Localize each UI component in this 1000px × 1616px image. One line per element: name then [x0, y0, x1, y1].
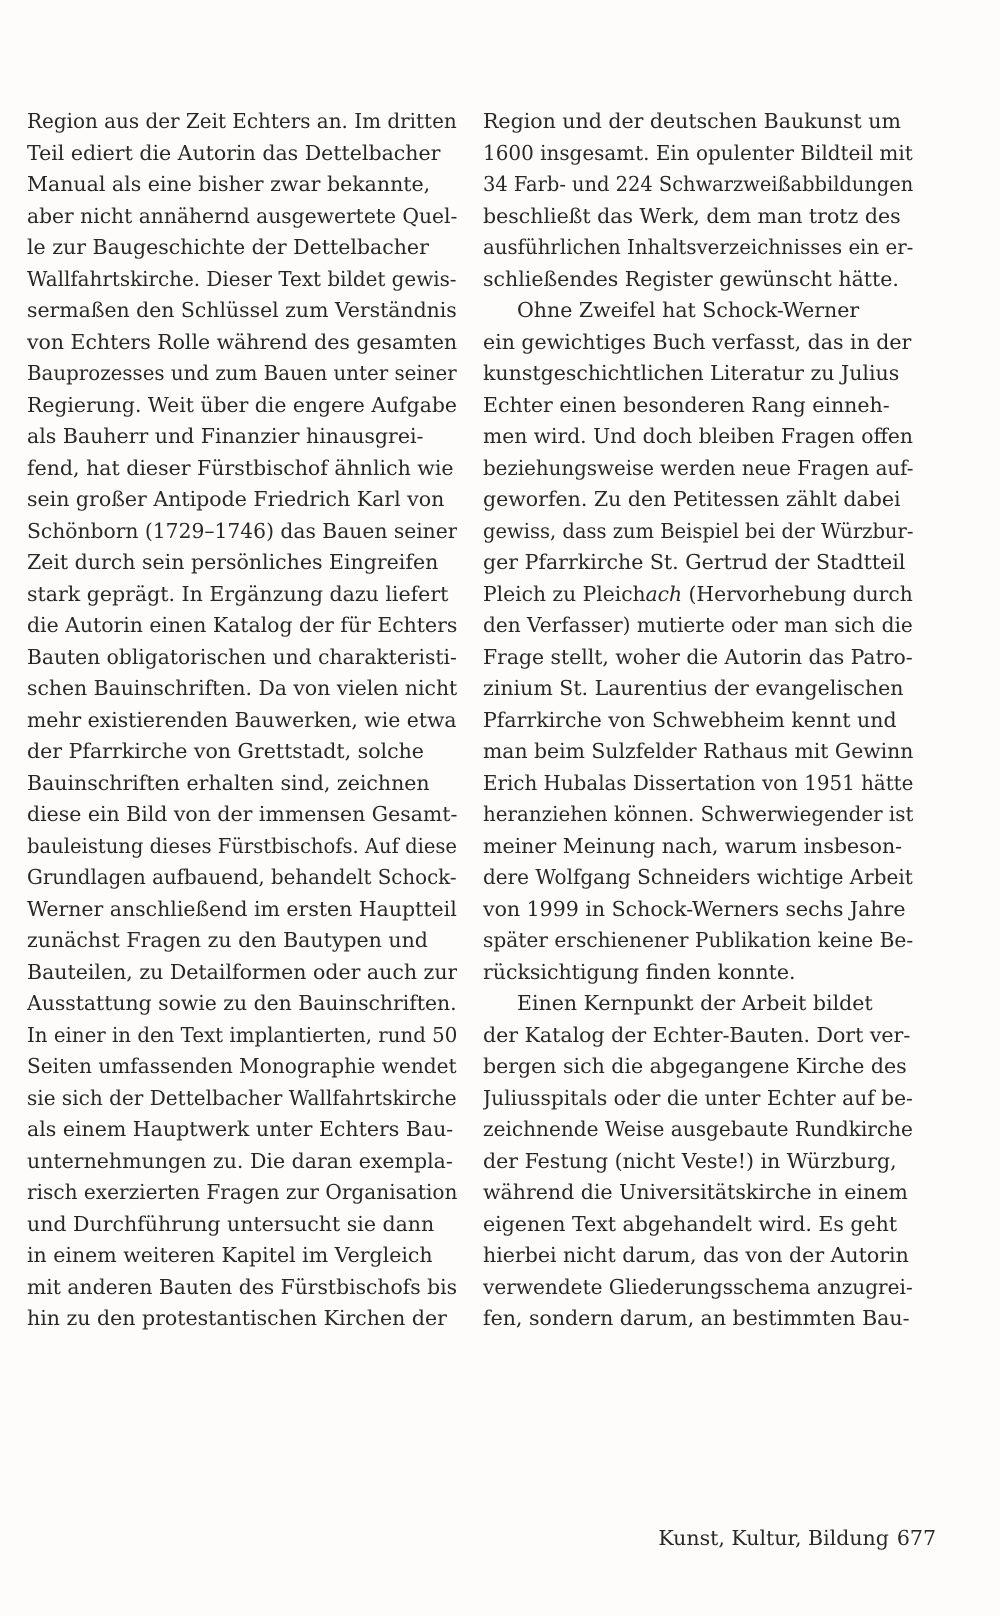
- text-line: zunächst Fragen zu den Bautypen und: [27, 928, 428, 952]
- text-line: men wird. Und doch bleiben Fragen offen: [483, 424, 913, 448]
- text-line: man beim Sulzfelder Rathaus mit Gewinn: [483, 739, 913, 763]
- text-line: Einen Kernpunkt der Arbeit bildet: [517, 991, 873, 1015]
- text-line: hierbei nicht darum, das von der Autorin: [483, 1243, 909, 1267]
- text-line: heranziehen können. Schwerwiegender ist: [483, 802, 913, 826]
- text-line: fend, hat dieser Fürstbischof ähnlich wie: [27, 455, 454, 480]
- text-line: sermaßen den Schlüssel zum Verständnis: [27, 298, 457, 322]
- text-line: bauleistung dieses Fürstbischofs. Auf diese: [27, 833, 457, 858]
- text-line: der Festung (nicht Veste!) in Würzburg,: [483, 1148, 897, 1173]
- running-footer-section: Kunst, Kultur, Bildung: [658, 1526, 889, 1550]
- text-line: zeichnende Weise ausgebaute Rundkirche: [483, 1117, 913, 1141]
- text-line: später erschienener Publikation keine Be-: [483, 928, 913, 952]
- text-line: Frage stellt, woher die Autorin das Patro-: [483, 644, 913, 669]
- text-line: während die Universitätskirche in einem: [483, 1180, 908, 1204]
- text-line: Zeit durch sein persönliches Eingreifen: [27, 550, 439, 574]
- emphasis: ach: [645, 581, 683, 606]
- text-line: verwendete Gliederungsschema anzugrei-: [483, 1274, 913, 1299]
- text-line: Bauinschriften erhalten sind, zeichnen: [27, 770, 430, 795]
- text-line: als einem Hauptwerk unter Echters Bau-: [27, 1117, 454, 1141]
- text-line: bergen sich die abgegangene Kirche des: [483, 1054, 907, 1078]
- text-line: Bauteilen, zu Detailformen oder auch zur: [27, 959, 457, 984]
- text-line: Werner anschließend im ersten Hauptteil: [27, 896, 457, 921]
- text-line: dere Wolfgang Schneiders wichtige Arbeit: [483, 865, 913, 889]
- text-line: schen Bauinschriften. Da von vielen nicht: [27, 676, 457, 700]
- text-line: geworfen. Zu den Petitessen zählt dabei: [483, 487, 901, 511]
- page-number: 677: [896, 1526, 936, 1550]
- text-line: als Bauherr und Finanzier hinausgrei-: [27, 424, 424, 448]
- text-line: sein großer Antipode Friedrich Karl von: [27, 487, 445, 511]
- text-line: rücksichtigung finden konnte.: [483, 959, 796, 984]
- text-line: fen, sondern darum, an bestimmten Bau-: [483, 1306, 910, 1330]
- text-line: und Durchführung untersucht sie dann: [27, 1211, 435, 1236]
- text-line: Grundlagen aufbauend, behandelt Schock-: [27, 865, 457, 889]
- text-line: Pleich zu Pleichach (Hervorhebung durch: [483, 581, 913, 606]
- text-line: von 1999 in Schock-Werners sechs Jahre: [483, 896, 906, 921]
- text-line: beschließt das Werk, dem man trotz des: [483, 203, 901, 228]
- text-line: Echter einen besonderen Rang einneh-: [483, 392, 890, 417]
- text-line: Manual als eine bisher zwar bekannte,: [27, 172, 431, 196]
- text-line: meiner Meinung nach, warum insbeson-: [483, 833, 903, 858]
- text-line: Seiten umfassenden Monographie wendet: [27, 1054, 457, 1078]
- text-line: unternehmungen zu. Die daran exempla-: [27, 1148, 453, 1173]
- text-line: Wallfahrtskirche. Dieser Text bildet gewis-: [27, 266, 457, 291]
- text-line: den Verfasser) mutierte oder man sich die: [483, 613, 913, 637]
- text-line: kunstgeschichtlichen Literatur zu Julius: [483, 361, 900, 385]
- text-line: zinium St. Laurentius der evangelischen: [483, 676, 904, 700]
- text-line: eigenen Text abgehandelt wird. Es geht: [483, 1211, 898, 1236]
- text-line: ausführlichen Inhaltsverzeichnisses ein er-: [483, 235, 913, 259]
- text-line: risch exerzierten Fragen zur Organisation: [27, 1180, 457, 1204]
- text-line: mit anderen Bauten des Fürstbischofs bis: [27, 1274, 457, 1299]
- text-line: Erich Hubalas Dissertation von 1951 hätte: [483, 770, 913, 795]
- text-line: ger Pfarrkirche St. Gertrud der Stadtteil: [483, 550, 906, 574]
- text-line: aber nicht annähernd ausgewertete Quel-: [27, 203, 457, 228]
- text-line: 1600 insgesamt. Ein opulenter Bildteil mit: [483, 140, 913, 165]
- text-line: Pfarrkirche von Schwebheim kennt und: [483, 707, 897, 732]
- text-line: stark geprägt. In Ergänzung dazu liefert: [27, 581, 449, 606]
- text-line: ein gewichtiges Buch verfasst, das in der: [483, 329, 912, 354]
- text-line: der Pfarrkirche von Grettstadt, solche: [27, 739, 424, 763]
- text-line: Region aus der Zeit Echters an. Im dritten: [27, 109, 457, 133]
- text-line: Schönborn (1729–1746) das Bauen seiner: [27, 518, 457, 543]
- text-line: Ausstattung sowie zu den Bauinschriften.: [27, 991, 457, 1015]
- text-line: diese ein Bild von der immensen Gesamt-: [27, 802, 457, 826]
- text-line: in einem weiteren Kapitel im Vergleich: [27, 1243, 433, 1267]
- text-line: von Echters Rolle während des gesamten: [27, 329, 457, 354]
- text-line: Region und der deutschen Baukunst um: [483, 109, 901, 133]
- left-text-column: [27, 106, 457, 1335]
- text-line: schließendes Register gewünscht hätte.: [483, 266, 899, 291]
- text-line: beziehungsweise werden neue Fragen auf-: [483, 455, 913, 480]
- text-line: der Katalog der Echter-Bauten. Dort ver-: [483, 1022, 911, 1047]
- text-line: Teil ediert die Autorin das Dettelbacher: [27, 140, 441, 165]
- text-line: 34 Farb- und 224 Schwarzweißabbildungen: [483, 172, 913, 196]
- text-line: Ohne Zweifel hat Schock-Werner: [517, 298, 860, 322]
- text-line: gewiss, dass zum Beispiel bei der Würzbur-: [483, 518, 913, 543]
- text-line: Bauten obligatorischen und charakteristi-: [27, 644, 457, 669]
- text-line: die Autorin einen Katalog der für Echters: [27, 613, 457, 637]
- text-line: Juliusspitals oder die unter Echter auf be-: [483, 1085, 913, 1110]
- page-footer: [658, 1525, 936, 1551]
- text-line: sie sich der Dettelbacher Wallfahrtskirche: [27, 1085, 457, 1110]
- right-text-column: [483, 106, 913, 1335]
- text-line: Regierung. Weit über die engere Aufgabe: [27, 392, 457, 417]
- text-line: Bauprozesses und zum Bauen unter seiner: [27, 361, 457, 385]
- text-line: mehr existierenden Bauwerken, wie etwa: [27, 707, 457, 732]
- text-line: hin zu den protestantischen Kirchen der: [27, 1306, 447, 1330]
- text-line: le zur Baugeschichte der Dettelbacher: [27, 235, 429, 259]
- text-line: In einer in den Text implantierten, rund 50: [27, 1022, 457, 1047]
